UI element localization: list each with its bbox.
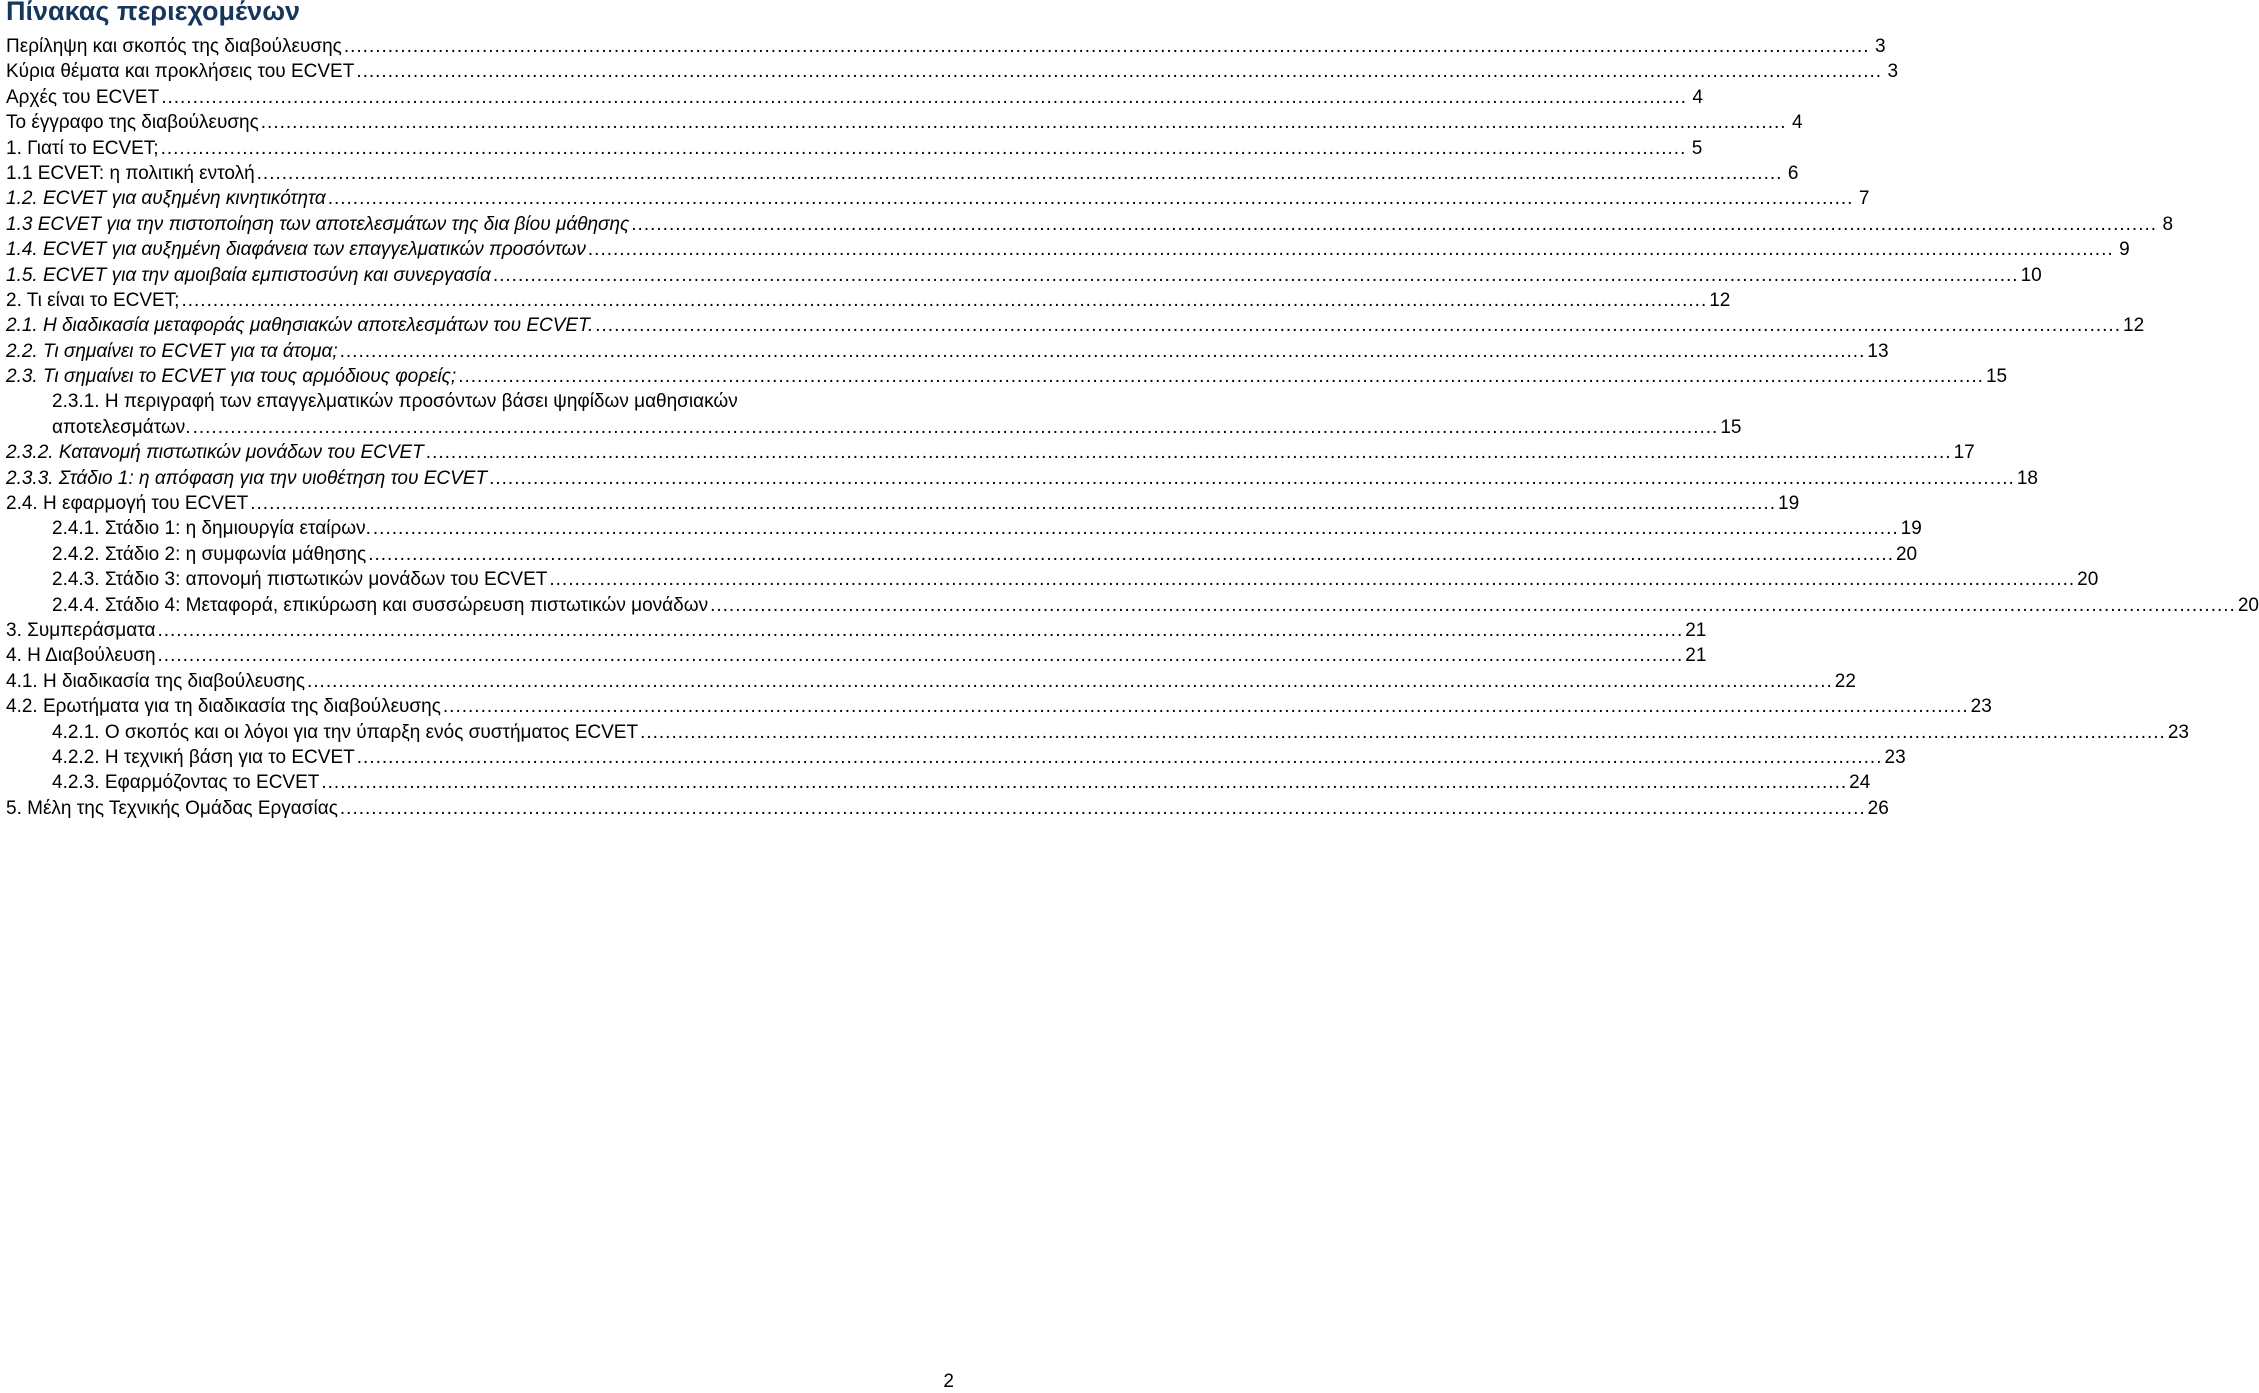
- toc-entry-label: 3. Συμπεράσματα: [6, 620, 156, 641]
- toc-entry-page-number: 3: [1875, 36, 1886, 57]
- toc-entry-label: 4. Η Διαβούλευση: [6, 645, 156, 667]
- toc-entry-page-number: 19: [1900, 518, 1922, 540]
- toc-entry-line: [6, 34, 1886, 59]
- toc-entry-line: [6, 491, 1800, 516]
- toc-entry-label-continued: αποτελεσμάτων.: [52, 416, 191, 438]
- toc-entry-page-number: 15: [1985, 366, 2008, 388]
- toc-entry-line: [6, 339, 1889, 364]
- toc-dot-leader: ...................................................................................................................................................................................................................................................: [181, 289, 1708, 311]
- toc-entry-label: 1.1 ECVET: η πολιτική εντολή: [6, 162, 255, 184]
- toc-dot-leader: ...................................................................................................................................................................................................................................................: [256, 162, 1783, 184]
- toc-dot-leader: ...................................................................................................................................................................................................................................................: [356, 746, 1883, 768]
- toc-entry-label: 2.3.2. Κατανομή πιστωτικών μονάδων του ECVET: [6, 442, 424, 464]
- page-number: 2: [943, 1371, 954, 1392]
- toc-dot-leader: ...................................................................................................................................................................................................................................................: [307, 670, 1833, 692]
- toc-entry-label: 2.3.3. Στάδιο 1: η απόφαση για την υιοθέτηση του ECVET: [6, 467, 488, 489]
- toc-entry-label: 5. Μέλη της Τεχνικής Ομάδας Εργασίας: [6, 797, 338, 819]
- toc-dot-leader: ...................................................................................................................................................................................................................................................: [640, 721, 2166, 743]
- toc-entry-label: 2.4. Η εφαρμογή του ECVET: [6, 493, 249, 515]
- toc-entry[interactable]: [0, 237, 2130, 262]
- toc-entry-label: 4.2. Ερωτήματα για τη διαδικασία της διαβούλευσης: [6, 696, 441, 718]
- toc-entry[interactable]: [0, 85, 1703, 110]
- toc-dot-leader: ...................................................................................................................................................................................................................................................: [339, 797, 1866, 819]
- toc-entry-line: [6, 796, 1889, 821]
- toc-dot-leader: ...................................................................................................................................................................................................................................................: [587, 239, 2114, 261]
- toc-dot-leader: ...................................................................................................................................................................................................................................................: [631, 213, 2158, 235]
- toc-dot-leader: ...................................................................................................................................................................................................................................................: [492, 264, 2019, 286]
- toc-entry-line: [6, 136, 1703, 161]
- toc-entry-page-number: 6: [1787, 162, 1799, 184]
- toc-entry-page-number: 24: [1849, 772, 1871, 794]
- toc-entry-label: 2.4.4. Στάδιο 4: Μεταφορά, επικύρωση και συσσώρευση πιστωτικών μονάδων: [52, 594, 709, 616]
- toc-entry-line: [6, 263, 2042, 288]
- toc-entry[interactable]: [0, 593, 2259, 618]
- toc-entry-line: [52, 745, 1906, 770]
- toc-entry-label: 1. Γιατί το ECVET;: [6, 137, 159, 159]
- toc-dot-leader: ...................................................................................................................................................................................................................................................: [425, 442, 1952, 464]
- toc-entry-page-number: 15: [1720, 416, 1742, 438]
- toc-entry-page-number: 3: [1887, 61, 1899, 83]
- toc-entry[interactable]: [0, 59, 1899, 84]
- toc-entry-label: 4.1. Η διαδικασία της διαβούλευσης: [6, 670, 305, 692]
- toc-entry[interactable]: [0, 643, 1707, 668]
- toc-dot-leader: ...................................................................................................................................................................................................................................................: [372, 518, 1899, 540]
- toc-entry-line: [6, 364, 2008, 389]
- toc-entry[interactable]: [0, 110, 1803, 135]
- toc-entry-page-number: 20: [2077, 569, 2099, 591]
- toc-entry-line: [6, 694, 1992, 719]
- toc-entry[interactable]: [0, 136, 1703, 161]
- toc-entry-label: 2.2. Τι σημαίνει το ECVET για τα άτομα;: [6, 340, 338, 362]
- toc-entry-page-number: 8: [2162, 213, 2174, 235]
- toc-entry-label: Αρχές του ECVET: [6, 86, 160, 108]
- toc-entry[interactable]: [0, 745, 1906, 770]
- toc-dot-leader: ...................................................................................................................................................................................................................................................: [549, 569, 2076, 591]
- toc-entry-label: 1.4. ECVET για αυξημένη διαφάνεια των επαγγελματικών προσόντων: [6, 239, 586, 261]
- toc-dot-leader: ...................................................................................................................................................................................................................................................: [489, 467, 2015, 489]
- toc-entry-page-number: 20: [1895, 543, 1918, 565]
- toc-entry-label: 4.2.1. Ο σκοπός και οι λόγοι για την ύπαρξη ενός συστήματος ECVET: [52, 721, 639, 743]
- toc-entry[interactable]: [0, 542, 1918, 567]
- toc-entry-page-number: 4: [1791, 112, 1803, 134]
- toc-entry[interactable]: [0, 796, 1889, 821]
- toc-entry[interactable]: [0, 770, 1871, 795]
- toc-list: [0, 34, 2259, 821]
- toc-entry-page-number: 19: [1778, 493, 1800, 515]
- toc-entry[interactable]: [0, 364, 2008, 389]
- toc-entry-page-number: 7: [1858, 188, 1870, 210]
- toc-entry[interactable]: [0, 694, 1992, 719]
- toc-entry-label: Το έγγραφο της διαβούλευσης: [6, 112, 259, 134]
- toc-dot-leader: ...................................................................................................................................................................................................................................................: [321, 772, 1848, 794]
- toc-entry-label: 2.3.1. Η περιγραφή των επαγγελματικών προσόντων βάσει ψηφίδων μαθησιακών: [52, 391, 738, 413]
- toc-entry-line: [6, 186, 1870, 211]
- toc-entry-line: [6, 440, 1975, 465]
- toc-dot-leader: ...................................................................................................................................................................................................................................................: [157, 645, 1684, 667]
- toc-entry-page-number: 23: [1970, 696, 1992, 718]
- toc-entry[interactable]: [0, 466, 2038, 491]
- toc-entry[interactable]: [0, 567, 2099, 592]
- toc-entry-line: [6, 618, 1707, 643]
- toc-dot-leader: ...................................................................................................................................................................................................................................................: [595, 315, 2121, 337]
- toc-entry-line: [6, 466, 2038, 491]
- toc-entry-line: [6, 59, 1899, 84]
- toc-entry-label: 1.2. ECVET για αυξημένη κινητικότητα: [6, 188, 326, 210]
- toc-entry-line: [52, 415, 1742, 440]
- toc-entry-line: [6, 237, 2130, 262]
- toc-entry-page-number: 10: [2020, 264, 2042, 286]
- toc-entry-label: 2. Τι είναι το ECVET;: [6, 289, 180, 311]
- toc-entry-label: 4.2.3. Εφαρμόζοντας το ECVET: [52, 772, 320, 794]
- toc-dot-leader: ...................................................................................................................................................................................................................................................: [192, 416, 1719, 438]
- toc-entry-label: 1.5. ECVET για την αμοιβαία εμπιστοσύνη και συνεργασία: [6, 264, 491, 286]
- toc-entry[interactable]: [0, 288, 1731, 313]
- toc-entry-page-number: 22: [1834, 670, 1856, 692]
- toc-entry-page-number: 13: [1867, 340, 1889, 362]
- toc-dot-leader: ...................................................................................................................................................................................................................................................: [260, 112, 1787, 134]
- toc-entry[interactable]: [0, 389, 1742, 440]
- toc-entry-page-number: 9: [2119, 239, 2130, 261]
- toc-dot-leader: ...................................................................................................................................................................................................................................................: [161, 86, 1687, 108]
- toc-title: Πίνακας περιεχομένων: [6, 0, 301, 26]
- toc-entry-line: [52, 567, 2099, 592]
- toc-entry-page-number: 18: [2016, 467, 2038, 489]
- toc-entry-label: Περίληψη και σκοπός της διαβούλευσης: [6, 36, 342, 57]
- toc-entry-page-number: 12: [2123, 315, 2145, 337]
- toc-entry-label: 2.3. Τι σημαίνει το ECVET για τους αρμόδιους φορείς;: [6, 366, 457, 388]
- toc-entry-page-number: 21: [1685, 620, 1707, 641]
- toc-dot-leader: ...................................................................................................................................................................................................................................................: [250, 493, 1776, 515]
- toc-entry-line: [6, 212, 2174, 237]
- toc-entry-line: [6, 161, 1799, 186]
- toc-entry[interactable]: [0, 313, 2145, 338]
- toc-entry-page-number: 17: [1953, 442, 1975, 464]
- toc-entry[interactable]: [0, 161, 1799, 186]
- toc-entry-page-number: 26: [1867, 797, 1889, 819]
- toc-entry-line: [6, 85, 1703, 110]
- toc-entry-line: [6, 313, 2145, 338]
- toc-entry[interactable]: [0, 440, 1975, 465]
- toc-entry-line: [52, 516, 1922, 541]
- toc-dot-leader: ...................................................................................................................................................................................................................................................: [339, 340, 1866, 362]
- toc-entry-page-number: 23: [1884, 746, 1906, 768]
- toc-dot-leader: ...................................................................................................................................................................................................................................................: [442, 696, 1969, 718]
- toc-entry-line: [52, 720, 2189, 745]
- toc-entry-label: 2.4.1. Στάδιο 1: η δημιουργία εταίρων.: [52, 518, 371, 540]
- toc-dot-leader: ...................................................................................................................................................................................................................................................: [157, 620, 1684, 641]
- toc-entry[interactable]: [0, 339, 1889, 364]
- toc-entry[interactable]: [0, 516, 1922, 541]
- toc-entry[interactable]: [0, 618, 1707, 643]
- toc-entry-line: [52, 593, 2259, 618]
- toc-dot-leader: ...................................................................................................................................................................................................................................................: [458, 366, 1984, 388]
- toc-dot-leader: ...................................................................................................................................................................................................................................................: [710, 594, 2236, 616]
- toc-entry-page-number: 5: [1691, 137, 1703, 159]
- toc-entry-page-number: 20: [2237, 594, 2259, 616]
- toc-entry[interactable]: [0, 491, 1800, 516]
- toc-dot-leader: ...................................................................................................................................................................................................................................................: [160, 137, 1687, 159]
- toc-dot-leader: ...................................................................................................................................................................................................................................................: [368, 543, 1894, 565]
- toc-entry[interactable]: [0, 186, 1870, 211]
- toc-entry[interactable]: [0, 669, 1856, 694]
- toc-entry[interactable]: [0, 720, 2189, 745]
- toc-entry-label: 4.2.2. Η τεχνική βάση για το ECVET: [52, 746, 355, 768]
- toc-entry-line: [52, 542, 1918, 567]
- toc-dot-leader: ...................................................................................................................................................................................................................................................: [356, 61, 1883, 83]
- toc-entry[interactable]: [0, 263, 2042, 288]
- toc-entry-page-number: 23: [2167, 721, 2189, 743]
- toc-entry-page-number: 4: [1692, 86, 1703, 108]
- toc-entry-line: [6, 643, 1707, 668]
- toc-entry-page-number: 21: [1685, 645, 1707, 667]
- toc-dot-leader: ...................................................................................................................................................................................................................................................: [343, 36, 1870, 57]
- toc-entry-label: 2.4.3. Στάδιο 3: απονομή πιστωτικών μονάδων του ECVET: [52, 569, 548, 591]
- toc-entry-line: [52, 770, 1871, 795]
- toc-entry-line: [6, 288, 1731, 313]
- toc-entry-page-number: 12: [1709, 289, 1731, 311]
- toc-entry-line: [6, 110, 1803, 135]
- toc-entry-label: 2.1. Η διαδικασία μεταφοράς μαθησιακών αποτελεσμάτων του ECVET.: [6, 315, 594, 337]
- toc-entry-label: 1.3 ECVET για την πιστοποίηση των αποτελεσμάτων της δια βίου μάθησης: [6, 213, 630, 235]
- toc-entry-line: [6, 669, 1856, 694]
- toc-entry[interactable]: [0, 212, 2174, 237]
- toc-dot-leader: ...................................................................................................................................................................................................................................................: [327, 188, 1854, 210]
- toc-entry[interactable]: [0, 34, 1886, 59]
- toc-entry-label: Κύρια θέματα και προκλήσεις του ECVET: [6, 61, 355, 83]
- toc-entry-label: 2.4.2. Στάδιο 2: η συμφωνία μάθησης: [52, 543, 367, 565]
